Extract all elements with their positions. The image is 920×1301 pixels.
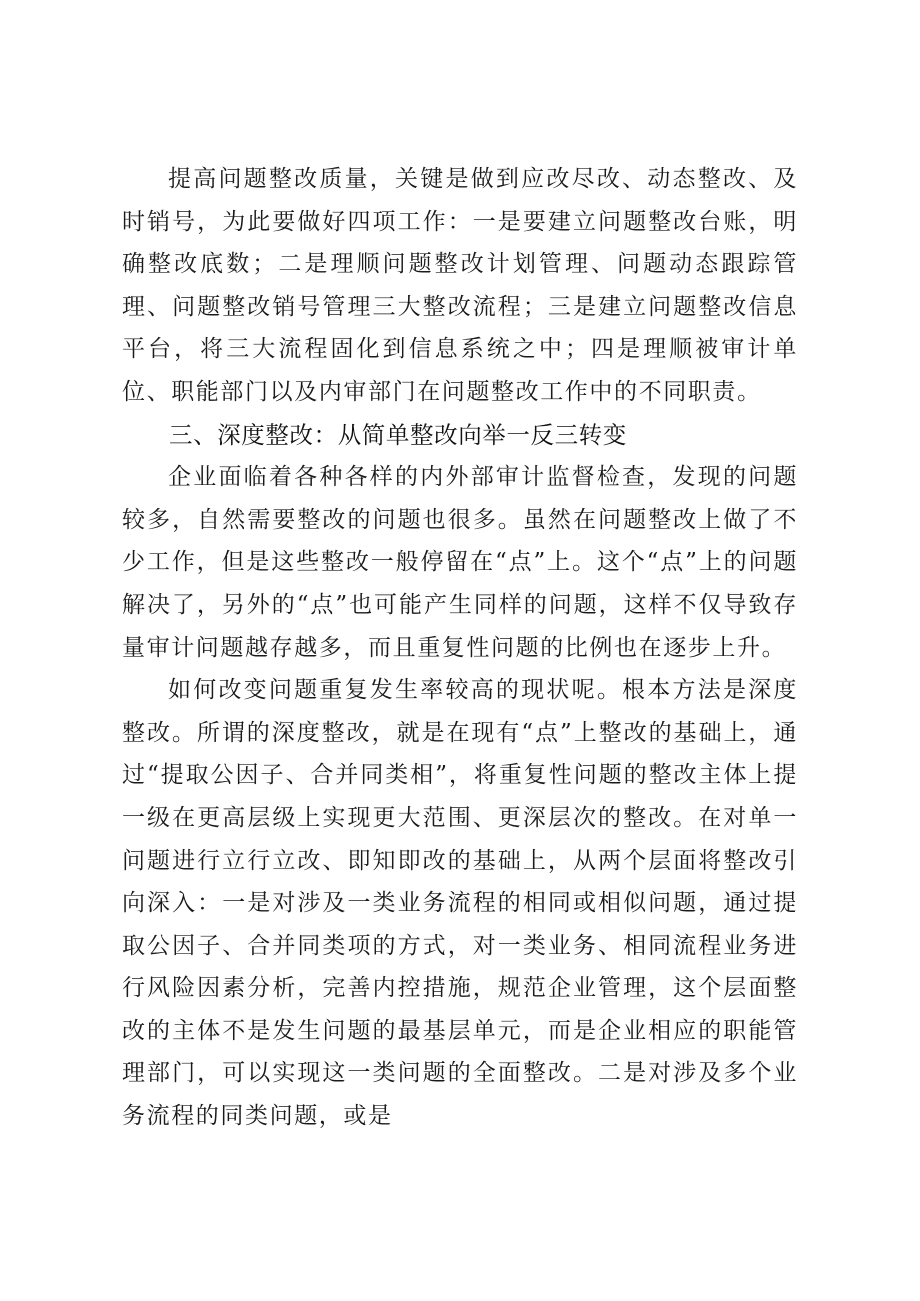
paragraph-rectification-quality: 提高问题整改质量，关键是做到应改尽改、动态整改、及时销号，为此要做好四项工作：一是要建立问题整改台账，明确整改底数；二是理顺问题整改计划管理、问题动态跟踪管理、问题整改销号管理三大整改流程；三是建立问题整改信息平台，将三大流程固化到信息系统之中；四是理顺被审计单位、职能部门以及内审部门在问题整改工作中的不同职责。 (122, 166, 798, 405)
document-body (122, 158, 798, 1138)
paragraph-audit-issues: 企业面临着各种各样的内外部审计监督检查，发现的问题较多，自然需要整改的问题也很多。虽然在问题整改上做了不少工作，但是这些整改一般停留在“点”上。这个“点”上的问题解决了，另外的“点”也可能产生同样的问题，这样不仅导致存量审计问题越存越多，而且重复性问题的比例也在逐步上升。 (122, 464, 798, 661)
section-heading-deep-rectification: 三、深度整改：从简单整改向举一反三转变 (169, 420, 627, 449)
paragraph-deep-rectification-method: 如何改变问题重复发生率较高的现状呢。根本方法是深度整改。所谓的深度整改，就是在现有“点”上整改的基础上，通过“提取公因子、合并同类相”，将重复性问题的整改主体上提一级在更高层级上实现更大范围、更深层次的整改。在对单一问题进行立行立改、即知即改的基础上，从两个层面将整改引向深入：一是对涉及一类业务流程的相同或相似问题，通过提取公因子、合并同类项的方式，对一类业务、相同流程业务进行风险因素分析，完善内控措施，规范企业管理，这个层面整改的主体不是发生问题的最基层单元，而是企业相应的职能管理部门，可以实现这一类问题的全面整改。二是对涉及多个业务流程的同类问题，或是 (122, 677, 798, 1130)
